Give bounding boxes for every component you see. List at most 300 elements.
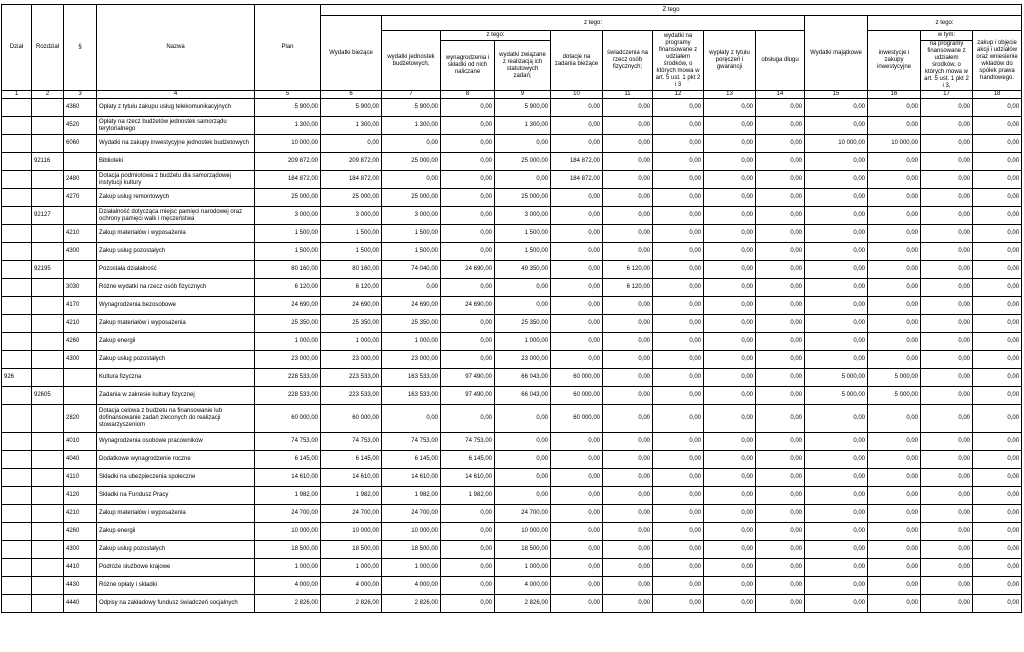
value-cell: 24 690,00: [382, 297, 441, 315]
value-cell: 24 700,00: [382, 505, 441, 523]
value-cell: 10 000,00: [868, 135, 921, 153]
value-cell: 0,00: [603, 559, 653, 577]
value-cell: 0,00: [868, 153, 921, 171]
paragraf-cell: [64, 153, 97, 171]
budget-sheet: [1, 4, 1022, 613]
value-cell: 23 000,00: [321, 351, 382, 369]
value-cell: 0,00: [551, 433, 603, 451]
value-cell: 74 753,00: [255, 433, 321, 451]
column-number: 17: [921, 91, 973, 99]
value-cell: 0,00: [921, 351, 973, 369]
value-cell: 223 533,00: [321, 369, 382, 387]
dzial-cell: [2, 261, 32, 279]
value-cell: 1 000,00: [495, 333, 551, 351]
header-wyplaty: wypłaty z tytułu poręczeń i gwarancji: [704, 31, 756, 91]
value-cell: 25 000,00: [382, 153, 441, 171]
column-number: 6: [321, 91, 382, 99]
rozdzial-cell: [32, 333, 64, 351]
value-cell: 0,00: [868, 117, 921, 135]
value-cell: 0,00: [704, 99, 756, 117]
value-cell: 0,00: [603, 541, 653, 559]
value-cell: 0,00: [756, 469, 805, 487]
table-row: [2, 433, 1022, 451]
paragraf-cell: 4300: [64, 243, 97, 261]
value-cell: 0,00: [805, 153, 868, 171]
paragraf-cell: [64, 369, 97, 387]
value-cell: 0,00: [805, 351, 868, 369]
value-cell: 0,00: [805, 577, 868, 595]
value-cell: 0,00: [921, 207, 973, 225]
value-cell: 0,00: [756, 171, 805, 189]
value-cell: 0,00: [704, 523, 756, 541]
value-cell: 0,00: [495, 469, 551, 487]
rozdzial-cell: [32, 433, 64, 451]
value-cell: 0,00: [551, 207, 603, 225]
value-cell: 0,00: [973, 315, 1022, 333]
column-number: 18: [973, 91, 1022, 99]
value-cell: 0,00: [441, 541, 495, 559]
table-row: [2, 451, 1022, 469]
value-cell: 0,00: [973, 207, 1022, 225]
nazwa-cell: Dotacja podmiotowa z budżetu dla samorządowej instytucji kultury: [97, 171, 255, 189]
value-cell: 97 490,00: [441, 387, 495, 405]
value-cell: 209 872,00: [321, 153, 382, 171]
header-wydatki-zadania: wydatki związane z realizacją ich statutowych zadań;: [495, 41, 551, 91]
value-cell: 0,00: [756, 153, 805, 171]
value-cell: 66 043,00: [495, 369, 551, 387]
value-cell: 10 000,00: [805, 135, 868, 153]
value-cell: 6 145,00: [382, 451, 441, 469]
value-cell: 0,00: [805, 505, 868, 523]
value-cell: 0,00: [868, 451, 921, 469]
value-cell: 0,00: [653, 505, 704, 523]
nazwa-cell: Zadania w zakresie kultury fizycznej: [97, 387, 255, 405]
nazwa-cell: Zakup materiałów i wyposażenia: [97, 315, 255, 333]
value-cell: 0,00: [973, 595, 1022, 613]
value-cell: 0,00: [921, 451, 973, 469]
value-cell: 0,00: [495, 433, 551, 451]
value-cell: 0,00: [603, 297, 653, 315]
value-cell: 4 000,00: [382, 577, 441, 595]
value-cell: 0,00: [653, 207, 704, 225]
value-cell: 0,00: [441, 171, 495, 189]
table-row: [2, 243, 1022, 261]
value-cell: 6 120,00: [603, 279, 653, 297]
value-cell: 14 610,00: [441, 469, 495, 487]
value-cell: 0,00: [441, 559, 495, 577]
value-cell: 25 350,00: [255, 315, 321, 333]
value-cell: 0,00: [756, 315, 805, 333]
column-number: 10: [551, 91, 603, 99]
header-programy: wydatki na programy finansowane z udziałem środków, o których mowa w art. 5 ust. 1 pkt 2 i 3: [653, 31, 704, 91]
value-cell: 0,00: [653, 153, 704, 171]
value-cell: 223 533,00: [321, 387, 382, 405]
value-cell: 1 982,00: [321, 487, 382, 505]
value-cell: 0,00: [973, 487, 1022, 505]
value-cell: 0,00: [973, 523, 1022, 541]
table-row: [2, 469, 1022, 487]
header-wydatki-biezace: Wydatki bieżące: [321, 16, 382, 91]
rozdzial-cell: [32, 541, 64, 559]
value-cell: 0,00: [973, 433, 1022, 451]
value-cell: 0,00: [551, 451, 603, 469]
paragraf-cell: 4260: [64, 333, 97, 351]
value-cell: 0,00: [756, 225, 805, 243]
value-cell: 0,00: [551, 135, 603, 153]
dzial-cell: [2, 297, 32, 315]
value-cell: 0,00: [756, 207, 805, 225]
value-cell: 0,00: [973, 225, 1022, 243]
value-cell: 0,00: [653, 189, 704, 207]
value-cell: 0,00: [441, 351, 495, 369]
value-cell: 0,00: [653, 387, 704, 405]
header-w-tym: w tym:: [921, 31, 973, 41]
dzial-cell: [2, 351, 32, 369]
nazwa-cell: Zakup materiałów i wyposażenia: [97, 505, 255, 523]
value-cell: 0,00: [756, 387, 805, 405]
value-cell: 25 000,00: [255, 189, 321, 207]
value-cell: 5 000,00: [868, 387, 921, 405]
value-cell: 1 300,00: [382, 117, 441, 135]
paragraf-cell: 3030: [64, 279, 97, 297]
value-cell: 0,00: [653, 135, 704, 153]
paragraf-cell: 4520: [64, 117, 97, 135]
value-cell: 14 610,00: [321, 469, 382, 487]
nazwa-cell: Zakup usług pozostałych: [97, 243, 255, 261]
dzial-cell: [2, 153, 32, 171]
value-cell: 0,00: [603, 333, 653, 351]
value-cell: 0,00: [653, 595, 704, 613]
value-cell: 0,00: [704, 315, 756, 333]
value-cell: 0,00: [603, 99, 653, 117]
value-cell: 0,00: [921, 189, 973, 207]
rozdzial-cell: [32, 351, 64, 369]
nazwa-cell: Wynagrodzenia bezosobowe: [97, 297, 255, 315]
value-cell: 3 000,00: [382, 207, 441, 225]
value-cell: 0,00: [868, 487, 921, 505]
paragraf-cell: 4210: [64, 505, 97, 523]
value-cell: 1 300,00: [321, 117, 382, 135]
value-cell: 0,00: [495, 487, 551, 505]
header-nazwa: Nazwa: [97, 5, 255, 91]
value-cell: 25 350,00: [321, 315, 382, 333]
value-cell: 0,00: [805, 171, 868, 189]
dzial-cell: [2, 99, 32, 117]
value-cell: 1 500,00: [255, 225, 321, 243]
value-cell: 0,00: [756, 559, 805, 577]
value-cell: 0,00: [756, 451, 805, 469]
value-cell: 0,00: [756, 279, 805, 297]
value-cell: 18 500,00: [321, 541, 382, 559]
value-cell: 0,00: [495, 279, 551, 297]
value-cell: 10 000,00: [255, 523, 321, 541]
value-cell: 4 000,00: [321, 577, 382, 595]
dzial-cell: [2, 577, 32, 595]
value-cell: 0,00: [441, 207, 495, 225]
value-cell: 0,00: [805, 315, 868, 333]
value-cell: 0,00: [653, 541, 704, 559]
value-cell: 0,00: [921, 135, 973, 153]
table-row: [2, 297, 1022, 315]
value-cell: 0,00: [973, 99, 1022, 117]
value-cell: 0,00: [704, 487, 756, 505]
header-z-tego-jednostek: z tego:: [441, 31, 551, 41]
nazwa-cell: Dotacja celowa z budżetu na finansowanie lub dofinansowanie zadań zleconych do realizacji stowarzyszeniom: [97, 405, 255, 433]
table-row: [2, 171, 1022, 189]
paragraf-cell: 4110: [64, 469, 97, 487]
column-number: 5: [255, 91, 321, 99]
value-cell: 0,00: [603, 243, 653, 261]
value-cell: 0,00: [756, 433, 805, 451]
nazwa-cell: Odpisy na zakładowy fundusz świadczeń socjalnych: [97, 595, 255, 613]
header-paragraf: §: [64, 5, 97, 91]
value-cell: 0,00: [973, 541, 1022, 559]
nazwa-cell: Opłaty z tytułu zakupu usług telekomunikacyjnych: [97, 99, 255, 117]
value-cell: 0,00: [921, 333, 973, 351]
value-cell: 0,00: [868, 523, 921, 541]
value-cell: 0,00: [551, 261, 603, 279]
column-number: 11: [603, 91, 653, 99]
column-number: 2: [32, 91, 64, 99]
value-cell: 23 000,00: [255, 351, 321, 369]
value-cell: 0,00: [973, 469, 1022, 487]
nazwa-cell: Zakup usług remontowych: [97, 189, 255, 207]
value-cell: 0,00: [921, 595, 973, 613]
value-cell: 74 753,00: [321, 433, 382, 451]
value-cell: 0,00: [704, 369, 756, 387]
value-cell: 5 900,00: [255, 99, 321, 117]
value-cell: 25 000,00: [495, 189, 551, 207]
value-cell: 0,00: [551, 595, 603, 613]
value-cell: 66 043,00: [495, 387, 551, 405]
value-cell: 0,00: [868, 333, 921, 351]
table-row: [2, 261, 1022, 279]
value-cell: 0,00: [868, 315, 921, 333]
paragraf-cell: 4040: [64, 451, 97, 469]
dzial-cell: [2, 469, 32, 487]
value-cell: 0,00: [441, 595, 495, 613]
value-cell: 0,00: [756, 541, 805, 559]
table-row: [2, 559, 1022, 577]
table-row: [2, 351, 1022, 369]
dzial-cell: [2, 207, 32, 225]
nazwa-cell: Zakup usług pozostałych: [97, 351, 255, 369]
value-cell: 0,00: [551, 99, 603, 117]
value-cell: 60 000,00: [551, 387, 603, 405]
value-cell: 0,00: [805, 207, 868, 225]
value-cell: 0,00: [382, 135, 441, 153]
paragraf-cell: 4300: [64, 541, 97, 559]
value-cell: 0,00: [805, 189, 868, 207]
header-z-tego-majatkowe: z tego:: [868, 16, 1022, 31]
value-cell: 0,00: [805, 405, 868, 433]
value-cell: 0,00: [603, 451, 653, 469]
nazwa-cell: Działalność dotycząca miejsc pamięci narodowej oraz ochrony pamięci walk i męczeństwa: [97, 207, 255, 225]
value-cell: 0,00: [868, 279, 921, 297]
value-cell: 0,00: [921, 153, 973, 171]
value-cell: 0,00: [603, 595, 653, 613]
value-cell: 0,00: [441, 505, 495, 523]
nazwa-cell: Wydatki na zakupy inwestycyjne jednostek budżetowych: [97, 135, 255, 153]
paragraf-cell: 4270: [64, 189, 97, 207]
value-cell: 0,00: [973, 577, 1022, 595]
value-cell: 0,00: [653, 297, 704, 315]
value-cell: 0,00: [805, 117, 868, 135]
value-cell: 1 000,00: [382, 559, 441, 577]
value-cell: 0,00: [973, 261, 1022, 279]
value-cell: 0,00: [441, 153, 495, 171]
value-cell: 24 690,00: [321, 297, 382, 315]
value-cell: 1 500,00: [321, 243, 382, 261]
table-row: [2, 333, 1022, 351]
value-cell: 25 350,00: [495, 315, 551, 333]
paragraf-cell: 2480: [64, 171, 97, 189]
dzial-cell: [2, 117, 32, 135]
value-cell: 1 500,00: [255, 243, 321, 261]
value-cell: 0,00: [704, 297, 756, 315]
dzial-cell: 926: [2, 369, 32, 387]
value-cell: 0,00: [921, 469, 973, 487]
header-swiadczenia: świadczenia na rzecz osób fizycznych;: [603, 31, 653, 91]
value-cell: 184 872,00: [255, 171, 321, 189]
value-cell: 0,00: [551, 505, 603, 523]
value-cell: 228 533,00: [255, 369, 321, 387]
value-cell: 0,00: [921, 387, 973, 405]
rozdzial-cell: 92127: [32, 207, 64, 225]
value-cell: 0,00: [653, 451, 704, 469]
column-number: 15: [805, 91, 868, 99]
value-cell: 0,00: [868, 405, 921, 433]
value-cell: 6 145,00: [441, 451, 495, 469]
value-cell: 0,00: [603, 153, 653, 171]
value-cell: 0,00: [603, 315, 653, 333]
value-cell: 163 533,00: [382, 369, 441, 387]
value-cell: 0,00: [704, 243, 756, 261]
header-dotacje: dotacje na zadania bieżące: [551, 31, 603, 91]
paragraf-cell: 4210: [64, 315, 97, 333]
value-cell: 0,00: [603, 369, 653, 387]
value-cell: 184 872,00: [321, 171, 382, 189]
value-cell: 5 000,00: [805, 369, 868, 387]
value-cell: 0,00: [495, 451, 551, 469]
value-cell: 0,00: [603, 387, 653, 405]
header-akcje: zakup i objęcie akcji i udziałów oraz wniesienie wkładów do spółek prawa handlowego.: [973, 31, 1022, 91]
paragraf-cell: 2820: [64, 405, 97, 433]
dzial-cell: [2, 433, 32, 451]
value-cell: 0,00: [973, 387, 1022, 405]
paragraf-cell: 6060: [64, 135, 97, 153]
value-cell: 0,00: [973, 153, 1022, 171]
paragraf-cell: 4210: [64, 225, 97, 243]
column-number: 13: [704, 91, 756, 99]
value-cell: 3 000,00: [321, 207, 382, 225]
value-cell: 0,00: [805, 523, 868, 541]
value-cell: 23 000,00: [495, 351, 551, 369]
value-cell: 0,00: [868, 469, 921, 487]
value-cell: 0,00: [868, 559, 921, 577]
value-cell: 80 160,00: [255, 261, 321, 279]
paragraf-cell: 4170: [64, 297, 97, 315]
value-cell: 0,00: [921, 171, 973, 189]
table-header: [2, 5, 1022, 99]
value-cell: 0,00: [551, 559, 603, 577]
value-cell: 0,00: [805, 243, 868, 261]
value-cell: 1 000,00: [382, 333, 441, 351]
dzial-cell: [2, 451, 32, 469]
table-row: [2, 207, 1022, 225]
value-cell: 1 300,00: [255, 117, 321, 135]
rozdzial-cell: [32, 297, 64, 315]
value-cell: 0,00: [382, 171, 441, 189]
value-cell: 0,00: [551, 487, 603, 505]
value-cell: 1 500,00: [495, 243, 551, 261]
table-row: [2, 577, 1022, 595]
value-cell: 6 120,00: [603, 261, 653, 279]
rozdzial-cell: [32, 189, 64, 207]
value-cell: 0,00: [868, 577, 921, 595]
rozdzial-cell: [32, 577, 64, 595]
dzial-cell: [2, 405, 32, 433]
column-number: 3: [64, 91, 97, 99]
value-cell: 0,00: [653, 225, 704, 243]
nazwa-cell: Różne wydatki na rzecz osób fizycznych: [97, 279, 255, 297]
value-cell: 0,00: [973, 135, 1022, 153]
value-cell: 0,00: [495, 405, 551, 433]
header-dzial: Dział: [2, 5, 32, 91]
value-cell: 0,00: [921, 433, 973, 451]
value-cell: 0,00: [868, 297, 921, 315]
value-cell: 0,00: [868, 595, 921, 613]
value-cell: 0,00: [805, 279, 868, 297]
rozdzial-cell: [32, 225, 64, 243]
value-cell: 0,00: [704, 595, 756, 613]
value-cell: 0,00: [441, 117, 495, 135]
value-cell: 4 000,00: [495, 577, 551, 595]
rozdzial-cell: [32, 451, 64, 469]
value-cell: 25 000,00: [495, 153, 551, 171]
value-cell: 6 120,00: [321, 279, 382, 297]
value-cell: 0,00: [756, 261, 805, 279]
nazwa-cell: Podróże służbowe krajowe: [97, 559, 255, 577]
value-cell: 18 500,00: [255, 541, 321, 559]
value-cell: 0,00: [441, 99, 495, 117]
value-cell: 18 500,00: [382, 541, 441, 559]
value-cell: 0,00: [805, 469, 868, 487]
nazwa-cell: Dodatkowe wynagrodzenie roczne: [97, 451, 255, 469]
paragraf-cell: [64, 261, 97, 279]
value-cell: 74 040,00: [382, 261, 441, 279]
nazwa-cell: Różne opłaty i składki: [97, 577, 255, 595]
value-cell: 0,00: [805, 541, 868, 559]
value-cell: 0,00: [653, 279, 704, 297]
nazwa-cell: Biblioteki: [97, 153, 255, 171]
paragraf-cell: 4410: [64, 559, 97, 577]
value-cell: 0,00: [868, 171, 921, 189]
nazwa-cell: Składki na Fundusz Pracy: [97, 487, 255, 505]
value-cell: 0,00: [704, 405, 756, 433]
table-row: [2, 135, 1022, 153]
value-cell: 0,00: [805, 99, 868, 117]
value-cell: 0,00: [551, 333, 603, 351]
table-row: [2, 405, 1022, 433]
value-cell: 1 982,00: [382, 487, 441, 505]
value-cell: 0,00: [921, 487, 973, 505]
value-cell: 0,00: [495, 135, 551, 153]
value-cell: 0,00: [921, 279, 973, 297]
value-cell: 0,00: [441, 315, 495, 333]
value-cell: 80 160,00: [321, 261, 382, 279]
value-cell: 0,00: [603, 189, 653, 207]
